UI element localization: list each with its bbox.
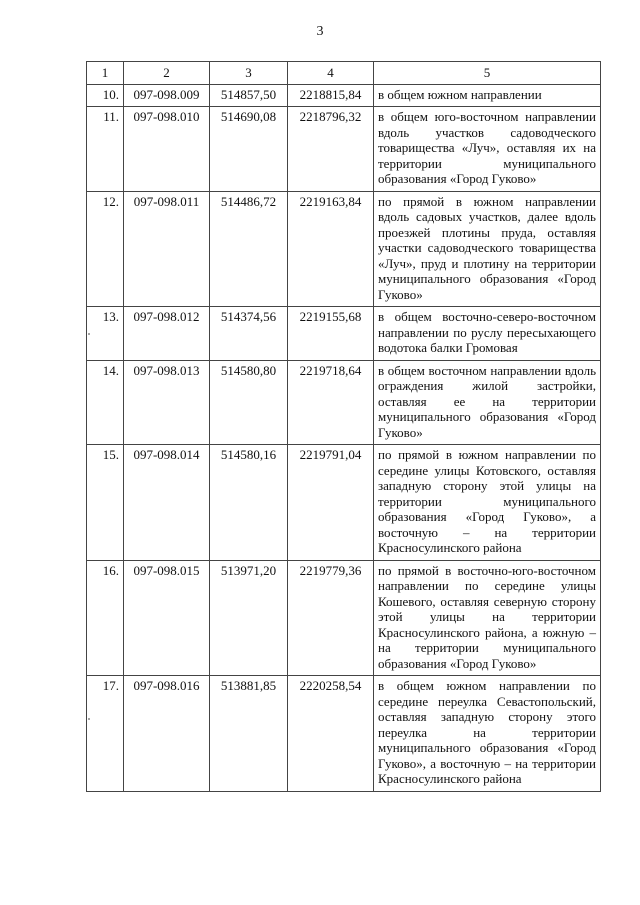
point-code: 097-098.011: [124, 191, 210, 307]
scan-speck: [88, 333, 90, 335]
coordinate-x: 513971,20: [210, 560, 288, 676]
coordinate-y: 2219779,36: [288, 560, 374, 676]
boundary-points-table: [86, 61, 601, 792]
page-number: 3: [316, 24, 324, 39]
column-header: 1: [87, 62, 124, 85]
coordinate-y: 2218815,84: [288, 84, 374, 107]
coordinate-y: 2218796,32: [288, 107, 374, 192]
table-row: [87, 676, 601, 792]
coordinate-y: 2220258,54: [288, 676, 374, 792]
coordinate-x: 514580,16: [210, 445, 288, 561]
coordinate-y: 2219791,04: [288, 445, 374, 561]
point-code: 097-098.013: [124, 360, 210, 445]
point-code: 097-098.009: [124, 84, 210, 107]
boundary-description: по прямой в восточно-юго-восточном направлении по середине улицы Кошевого, оставляя северную сторону этой улицы на территории Красносулинского района, а южную – на территории муниципального образования «Город Гуково»: [374, 560, 601, 676]
point-code: 097-098.015: [124, 560, 210, 676]
boundary-description: по прямой в южном направлении вдоль садовых участков, далее вдоль проезжей плотины пруда, оставляя участки садоводческого товарищества «Луч», пруд и плотину на территории муниципального образования «Город Гуково»: [374, 191, 601, 307]
point-code: 097-098.014: [124, 445, 210, 561]
row-number: 13.: [87, 307, 124, 361]
coordinate-x: 514690,08: [210, 107, 288, 192]
table-header-row: [87, 62, 601, 85]
row-number: 17.: [87, 676, 124, 792]
coordinate-y: 2219155,68: [288, 307, 374, 361]
table-row: [87, 360, 601, 445]
scan-speck: [88, 718, 90, 720]
coordinate-y: 2219718,64: [288, 360, 374, 445]
boundary-description: в общем юго-восточном направлении вдоль участков садоводческого товарищества «Луч», оставляя их на территории муниципального образования «Город Гуково»: [374, 107, 601, 192]
coordinate-y: 2219163,84: [288, 191, 374, 307]
table-row: [87, 445, 601, 561]
table-row: [87, 107, 601, 192]
row-number: 15.: [87, 445, 124, 561]
point-code: 097-098.016: [124, 676, 210, 792]
coordinate-x: 514857,50: [210, 84, 288, 107]
column-header: 5: [374, 62, 601, 85]
table-row: [87, 84, 601, 107]
row-number: 11.: [87, 107, 124, 192]
table-row: [87, 560, 601, 676]
row-number: 16.: [87, 560, 124, 676]
table-row: [87, 191, 601, 307]
column-header: 2: [124, 62, 210, 85]
coordinate-x: 513881,85: [210, 676, 288, 792]
column-header: 3: [210, 62, 288, 85]
coordinate-x: 514374,56: [210, 307, 288, 361]
boundary-description: в общем южном направлении: [374, 84, 601, 107]
row-number: 14.: [87, 360, 124, 445]
table-row: [87, 307, 601, 361]
point-code: 097-098.010: [124, 107, 210, 192]
row-number: 12.: [87, 191, 124, 307]
boundary-description: в общем восточном направлении вдоль ограждения жилой застройки, оставляя ее на территории муниципального образования «Город Гуково»: [374, 360, 601, 445]
coordinate-x: 514580,80: [210, 360, 288, 445]
boundary-description: в общем южном направлении по середине переулка Севастопольский, оставляя западную сторону этого переулка на территории муниципального образования «Город Гуково», а восточную – на территории Красносулинского района: [374, 676, 601, 792]
coordinate-x: 514486,72: [210, 191, 288, 307]
column-header: 4: [288, 62, 374, 85]
boundary-description: в общем восточно-северо-восточном направлении по руслу пересыхающего водотока балки Громовая: [374, 307, 601, 361]
point-code: 097-098.012: [124, 307, 210, 361]
row-number: 10.: [87, 84, 124, 107]
boundary-description: по прямой в южном направлении по середине улицы Котовского, оставляя западную сторону этой улицы на территории муниципального образования «Город Гуково», а восточную – на территории Красносулинского района: [374, 445, 601, 561]
